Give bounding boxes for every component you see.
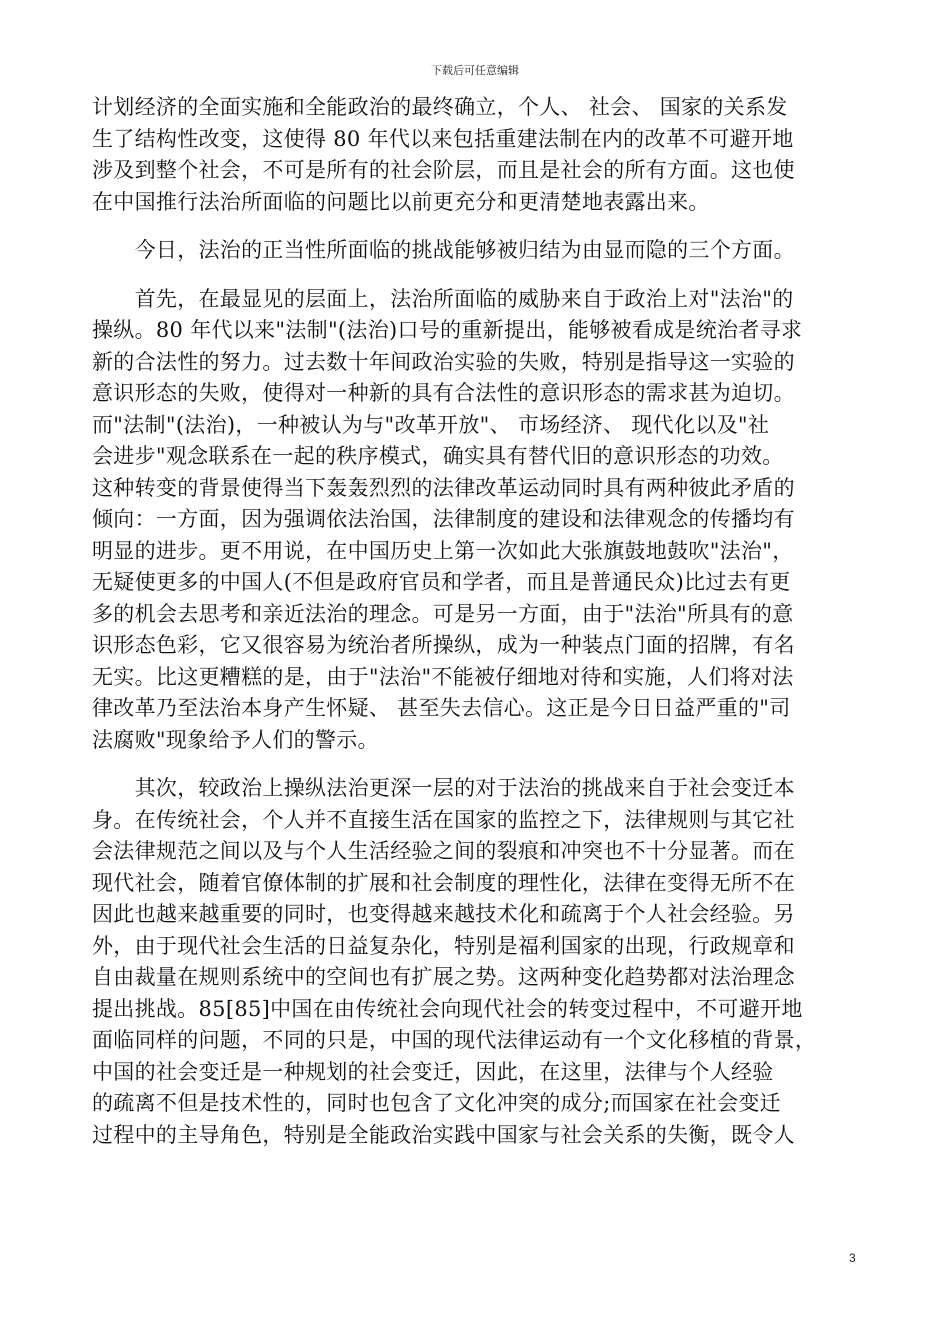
page-number: 3 bbox=[849, 1251, 856, 1265]
text-line: 律改革乃至法治本身产生怀疑、 甚至失去信心。这正是今日日益严重的"司 bbox=[92, 696, 791, 720]
text-line: 外，由于现代社会生活的日益复杂化，特别是福利国家的出现，行政规章和 bbox=[92, 933, 795, 958]
paragraph-3 bbox=[92, 284, 867, 757]
text-line: 自由裁量在规则系统中的空间也有扩展之势。这两种变化趋势都对法治理念 bbox=[92, 965, 795, 989]
text-line: 意识形态的失败，使得对一种新的具有合法性的意识形态的需求甚为迫切。 bbox=[92, 381, 795, 405]
text-line: 无疑使更多的中国人(不但是政府官员和学者，而且是普通民众)比过去有更 bbox=[92, 570, 791, 594]
paragraph-1 bbox=[92, 92, 867, 218]
text-line: 在中国推行法治所面临的问题比以前更充分和更清楚地表露出来。 bbox=[92, 189, 710, 214]
text-line: 而"法制"(法治)，一种被认为与"改革开放"、 市场经济、 现代化以及"社 bbox=[92, 412, 770, 437]
text-line: 过程中的主导角色，特别是全能政治实践中国家与社会关系的失衡，既令人 bbox=[92, 1122, 795, 1147]
text-line: 的疏离不但是技术性的，同时也包含了文化冲突的成分;而国家在社会变迁 bbox=[92, 1091, 781, 1115]
text-line: 明显的进步。更不用说，在中国历史上第一次如此大张旗鼓地鼓吹"法治"， bbox=[92, 538, 794, 563]
text-line: 新的合法性的努力。过去数十年间政治实验的失败，特别是指导这一实验的 bbox=[92, 349, 795, 374]
document-body bbox=[92, 92, 867, 1151]
text-line: 计划经济的全面实施和全能政治的最终确立，个人、 社会、 国家的关系发 bbox=[92, 95, 788, 119]
text-line: 这种转变的背景使得当下轰轰烈烈的法律改革运动同时具有两种彼此矛盾的 bbox=[92, 475, 795, 500]
page-header: 下载后可任意编辑 bbox=[431, 64, 519, 77]
text-line: 法腐败"现象给予人们的警示。 bbox=[92, 727, 379, 752]
paragraph-2 bbox=[92, 235, 867, 267]
text-line: 识形态色彩，它又很容易为统治者所操纵，成为一种装点门面的招牌，有名 bbox=[92, 633, 795, 657]
text-line: 提出挑战。85[85]中国在由传统社会向现代社会的转变过程中，不可避开地 bbox=[92, 996, 803, 1021]
text-line: 会法律规范之间以及与个人生活经验之间的裂痕和冲突也不十分显著。而在 bbox=[92, 839, 795, 863]
paragraph-spacer bbox=[92, 756, 867, 773]
paragraph-4 bbox=[92, 773, 867, 1151]
text-line: 面临同样的问题，不同的只是，中国的现代法律运动有一个文化移植的背景， bbox=[92, 1028, 817, 1052]
text-line: 会进步"观念联系在一起的秩序模式，确实具有替代旧的意识形态的功效。 bbox=[92, 444, 784, 468]
paragraph-spacer bbox=[92, 267, 867, 284]
text-line: 因此也越来越重要的同时，也变得越来越技术化和疏离于个人社会经验。另 bbox=[92, 902, 795, 926]
text-line: 倾向：一方面，因为强调依法治国，法律制度的建设和法律观念的传播均有 bbox=[92, 507, 795, 531]
text-line: 涉及到整个社会，不可是所有的社会阶层，而且是社会的所有方面。这也使 bbox=[92, 158, 795, 182]
text-line: 中国的社会变迁是一种规划的社会变迁，因此，在这里，法律与个人经验 bbox=[92, 1059, 774, 1084]
text-line: 身。在传统社会，个人并不直接生活在国家的监控之下，法律规则与其它社 bbox=[92, 807, 795, 832]
text-line: 生了结构性改变，这使得 80 年代以来包括重建法制在内的改革不可避开地 bbox=[92, 126, 794, 151]
text-line: 无实。比这更糟糕的是，由于"法治"不能被仔细地对待和实施，人们将对法 bbox=[92, 664, 794, 689]
text-line: 首先，在最显见的层面上，法治所面临的威胁来自于政治上对"法治"的 bbox=[92, 286, 794, 311]
text-line: 多的机会去思考和亲近法治的理念。可是另一方面，由于"法治"所具有的意 bbox=[92, 601, 794, 626]
text-line: 现代社会，随着官僚体制的扩展和社会制度的理性化，法律在变得无所不在 bbox=[92, 870, 795, 895]
text-line: 其次，较政治上操纵法治更深一层的对于法治的挑战来自于社会变迁本 bbox=[92, 776, 795, 800]
text-line: 操纵。80 年代以来"法制"(法治)口号的重新提出，能够被看成是统治者寻求 bbox=[92, 318, 803, 342]
text-line: 今日，法治的正当性所面临的挑战能够被归结为由显而隐的三个方面。 bbox=[92, 238, 795, 262]
paragraph-spacer bbox=[92, 218, 867, 235]
